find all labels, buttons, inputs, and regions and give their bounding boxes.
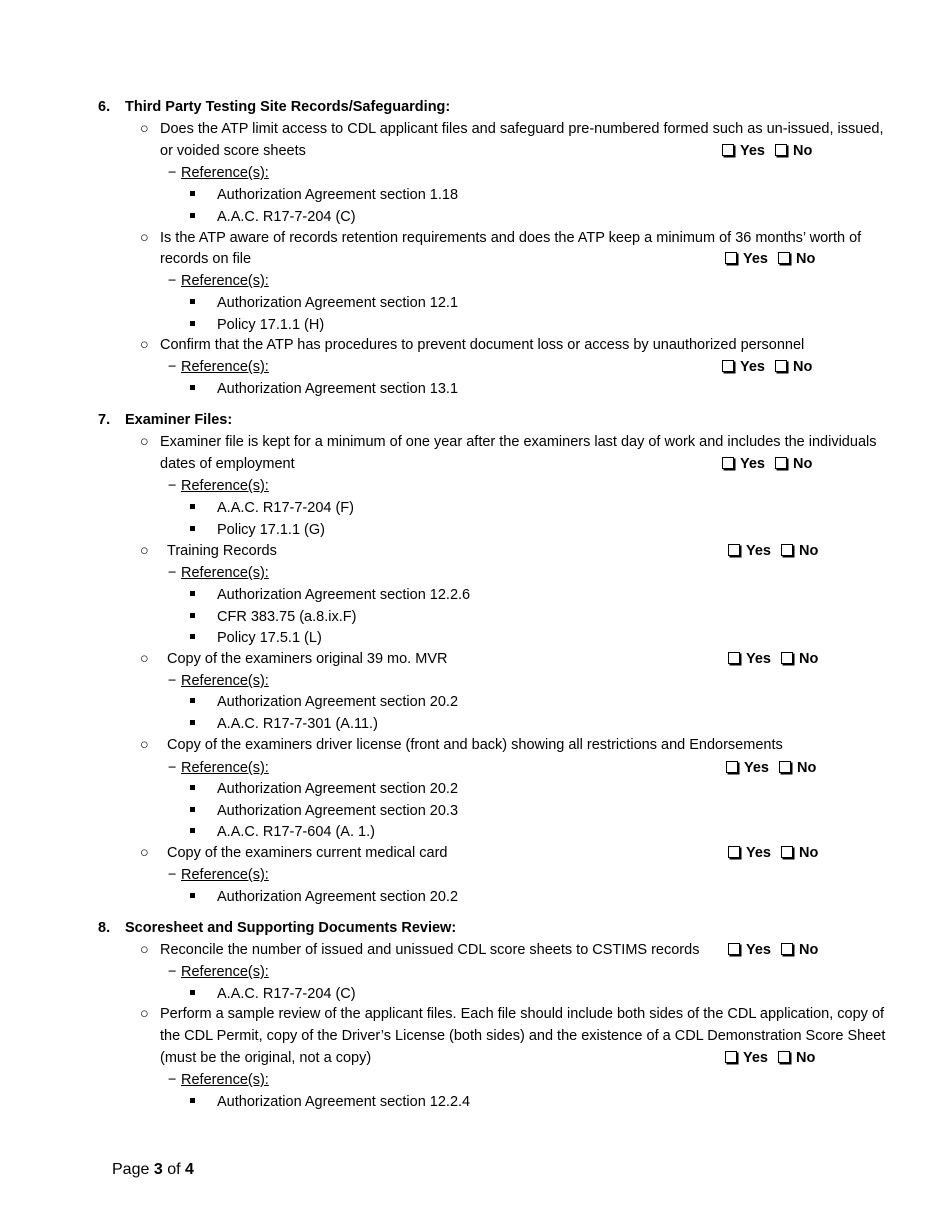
- square-bullet-icon: [190, 1098, 195, 1103]
- no-checkbox[interactable]: [775, 144, 787, 156]
- circle-bullet-icon: ○: [140, 230, 149, 246]
- yes-no-options: [722, 358, 812, 376]
- yes-no-options: [725, 250, 815, 268]
- dash-bullet-icon: −: [168, 1072, 177, 1088]
- yes-label: Yes: [743, 1050, 768, 1066]
- no-checkbox[interactable]: [781, 943, 793, 955]
- section-title: Third Party Testing Site Records/Safeguarding:: [125, 99, 451, 115]
- reference-label: Reference(s):: [181, 673, 269, 689]
- square-bullet-icon: [190, 807, 195, 812]
- reference-item: A.A.C. R17-7-204 (C): [217, 986, 356, 1002]
- circle-bullet-icon: ○: [140, 1006, 149, 1022]
- reference-item: A.A.C. R17-7-604 (A. 1.): [217, 824, 375, 840]
- reference-item: Policy 17.1.1 (G): [217, 522, 325, 538]
- yes-no-options: [725, 1049, 815, 1067]
- yes-checkbox[interactable]: [728, 652, 740, 664]
- reference-label: Reference(s):: [181, 165, 269, 181]
- no-label: No: [793, 359, 813, 375]
- question-line: Training Records: [167, 543, 277, 559]
- yes-checkbox[interactable]: [725, 252, 737, 264]
- yes-label: Yes: [746, 651, 771, 667]
- square-bullet-icon: [190, 828, 195, 833]
- square-bullet-icon: [190, 191, 195, 196]
- question-line: dates of employment: [160, 456, 295, 472]
- yes-checkbox[interactable]: [722, 144, 734, 156]
- yes-label: Yes: [746, 845, 771, 861]
- reference-item: Authorization Agreement section 12.1: [217, 295, 459, 311]
- no-label: No: [799, 845, 819, 861]
- no-label: No: [793, 456, 813, 472]
- circle-bullet-icon: ○: [140, 121, 149, 137]
- no-label: No: [796, 251, 816, 267]
- circle-bullet-icon: ○: [140, 543, 149, 559]
- question-line: Does the ATP limit access to CDL applicant files and safeguard pre-numbered formed such as un-issued, issued,: [160, 121, 884, 137]
- question-line: the CDL Permit, copy of the Driver’s License (both sides) and the existence of a CDL Demonstration Score Sheet: [160, 1028, 886, 1044]
- no-checkbox[interactable]: [775, 457, 787, 469]
- yes-checkbox[interactable]: [728, 943, 740, 955]
- square-bullet-icon: [190, 526, 195, 531]
- question-line: Is the ATP aware of records retention requirements and does the ATP keep a minimum of 36 months’ worth of: [160, 230, 862, 246]
- yes-no-options: [726, 759, 816, 777]
- of-word: of: [167, 1161, 181, 1178]
- no-checkbox[interactable]: [781, 652, 793, 664]
- question-line: or voided score sheets: [160, 143, 306, 159]
- reference-item: Authorization Agreement section 1.18: [217, 187, 459, 203]
- reference-item: A.A.C. R17-7-204 (C): [217, 209, 356, 225]
- yes-checkbox[interactable]: [725, 1051, 737, 1063]
- reference-item: A.A.C. R17-7-204 (F): [217, 500, 354, 516]
- reference-item: Authorization Agreement section 13.1: [217, 381, 459, 397]
- section-title: Scoresheet and Supporting Documents Review:: [125, 920, 457, 936]
- reference-item: A.A.C. R17-7-301 (A.11.): [217, 716, 378, 732]
- no-checkbox[interactable]: [781, 846, 793, 858]
- square-bullet-icon: [190, 591, 195, 596]
- yes-checkbox[interactable]: [726, 761, 738, 773]
- reference-item: Policy 17.1.1 (H): [217, 317, 325, 333]
- square-bullet-icon: [190, 698, 195, 703]
- question-line: (must be the original, not a copy): [160, 1050, 372, 1066]
- no-checkbox[interactable]: [778, 1051, 790, 1063]
- no-label: No: [793, 143, 813, 159]
- circle-bullet-icon: ○: [140, 337, 149, 353]
- question-line: Copy of the examiners original 39 mo. MVR: [167, 651, 448, 667]
- question-line: Copy of the examiners driver license (front and back) showing all restrictions and Endorsements: [167, 737, 783, 753]
- dash-bullet-icon: −: [168, 673, 177, 689]
- question-line: records on file: [160, 251, 252, 267]
- yes-label: Yes: [740, 143, 765, 159]
- reference-item: Authorization Agreement section 20.3: [217, 803, 459, 819]
- question-line: Confirm that the ATP has procedures to prevent document loss or access by unauthorized personnel: [160, 337, 805, 353]
- reference-label: Reference(s):: [181, 1072, 269, 1088]
- yes-no-options: [722, 455, 812, 473]
- reference-label: Reference(s):: [181, 867, 269, 883]
- dash-bullet-icon: −: [168, 273, 177, 289]
- reference-label: Reference(s):: [181, 565, 269, 581]
- yes-checkbox[interactable]: [722, 360, 734, 372]
- reference-label: Reference(s):: [181, 964, 269, 980]
- no-checkbox[interactable]: [778, 252, 790, 264]
- reference-item: Authorization Agreement section 20.2: [217, 694, 459, 710]
- yes-no-options: [728, 844, 818, 862]
- reference-item: Authorization Agreement section 12.2.6: [217, 587, 471, 603]
- circle-bullet-icon: ○: [140, 651, 149, 667]
- reference-item: Authorization Agreement section 20.2: [217, 889, 459, 905]
- no-checkbox[interactable]: [779, 761, 791, 773]
- square-bullet-icon: [190, 990, 195, 995]
- yes-no-options: [722, 142, 812, 160]
- question-line: Copy of the examiners current medical card: [167, 845, 448, 861]
- yes-checkbox[interactable]: [728, 846, 740, 858]
- dash-bullet-icon: −: [168, 165, 177, 181]
- reference-item: Authorization Agreement section 12.2.4: [217, 1094, 471, 1110]
- dash-bullet-icon: −: [168, 478, 177, 494]
- yes-label: Yes: [740, 456, 765, 472]
- reference-label: Reference(s):: [181, 760, 269, 776]
- square-bullet-icon: [190, 893, 195, 898]
- square-bullet-icon: [190, 213, 195, 218]
- dash-bullet-icon: −: [168, 964, 177, 980]
- section-number: 7.: [98, 412, 111, 428]
- yes-label: Yes: [746, 543, 771, 559]
- section-number: 6.: [98, 99, 111, 115]
- circle-bullet-icon: ○: [140, 737, 149, 753]
- page-word: Page: [112, 1161, 150, 1178]
- question-line: Perform a sample review of the applicant files. Each file should include both sides of the CDL application, copy of: [160, 1006, 885, 1022]
- no-checkbox[interactable]: [775, 360, 787, 372]
- yes-no-options: [728, 941, 818, 959]
- yes-checkbox[interactable]: [722, 457, 734, 469]
- question-line: Examiner file is kept for a minimum of one year after the examiners last day of work and includes the individuals: [160, 434, 877, 450]
- reference-item: CFR 383.75 (a.8.ix.F): [217, 609, 357, 625]
- yes-label: Yes: [744, 760, 769, 776]
- no-label: No: [796, 1050, 816, 1066]
- yes-label: Yes: [740, 359, 765, 375]
- current-page: 3: [153, 1161, 163, 1178]
- reference-item: Policy 17.5.1 (L): [217, 630, 322, 646]
- yes-checkbox[interactable]: [728, 544, 740, 556]
- circle-bullet-icon: ○: [140, 845, 149, 861]
- dash-bullet-icon: −: [168, 867, 177, 883]
- square-bullet-icon: [190, 504, 195, 509]
- yes-no-options: [728, 650, 818, 668]
- dash-bullet-icon: −: [168, 760, 177, 776]
- reference-label: Reference(s):: [181, 273, 269, 289]
- square-bullet-icon: [190, 321, 195, 326]
- reference-label: Reference(s):: [181, 359, 269, 375]
- question-line: Reconcile the number of issued and unissued CDL score sheets to CSTIMS records: [160, 942, 700, 958]
- square-bullet-icon: [190, 613, 195, 618]
- square-bullet-icon: [190, 634, 195, 639]
- yes-label: Yes: [746, 942, 771, 958]
- no-label: No: [797, 760, 817, 776]
- total-pages: 4: [184, 1161, 194, 1178]
- square-bullet-icon: [190, 720, 195, 725]
- reference-item: Authorization Agreement section 20.2: [217, 781, 459, 797]
- yes-no-options: [728, 542, 818, 560]
- square-bullet-icon: [190, 385, 195, 390]
- page-number: [112, 1160, 194, 1180]
- yes-label: Yes: [743, 251, 768, 267]
- no-label: No: [799, 543, 819, 559]
- circle-bullet-icon: ○: [140, 942, 149, 958]
- circle-bullet-icon: ○: [140, 434, 149, 450]
- square-bullet-icon: [190, 785, 195, 790]
- dash-bullet-icon: −: [168, 359, 177, 375]
- no-label: No: [799, 651, 819, 667]
- square-bullet-icon: [190, 299, 195, 304]
- no-label: No: [799, 942, 819, 958]
- dash-bullet-icon: −: [168, 565, 177, 581]
- no-checkbox[interactable]: [781, 544, 793, 556]
- section-title: Examiner Files:: [125, 412, 233, 428]
- reference-label: Reference(s):: [181, 478, 269, 494]
- section-number: 8.: [98, 920, 111, 936]
